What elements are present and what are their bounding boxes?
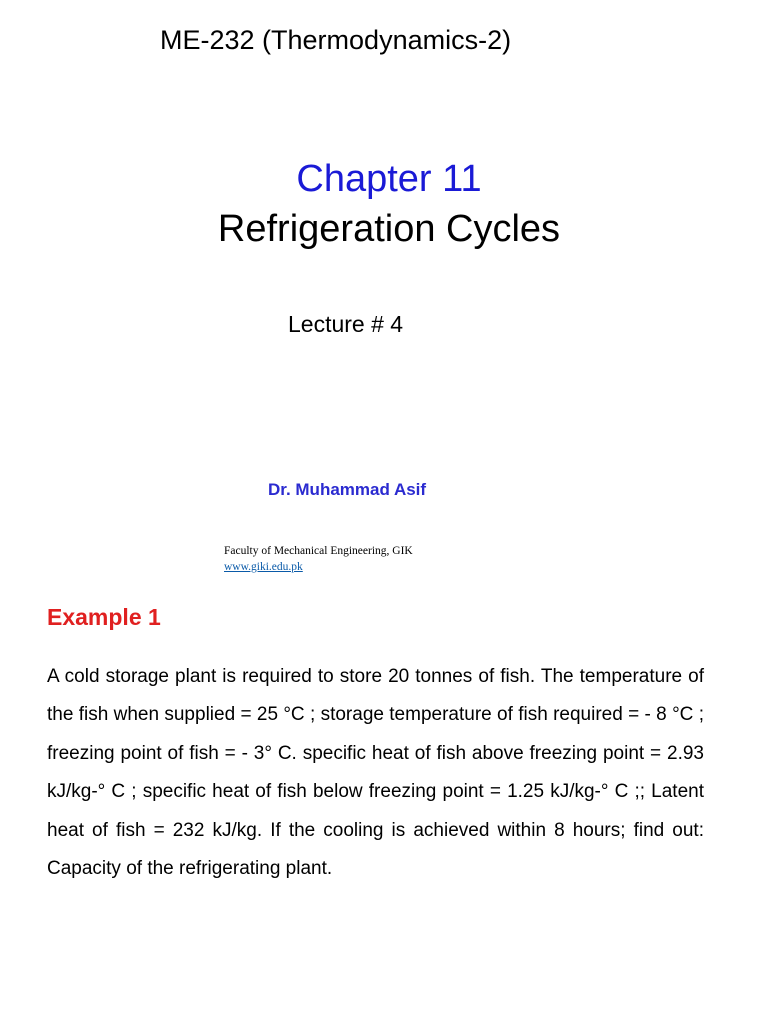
author-affiliation: Faculty of Mechanical Engineering, GIK [224, 545, 413, 557]
example-heading: Example 1 [47, 604, 161, 630]
course-title: ME-232 (Thermodynamics-2) [160, 25, 512, 55]
lecture-number: Lecture # 4 [288, 311, 404, 337]
problem-statement: A cold storage plant is required to store 20 tonnes of fish. The temperature of the fish when supplied = 25 °C ; storage temperature of fish required = - 8 °C ; freezing point of fish = - 3° C. specific heat of fish above freezing point = 2.93 kJ/kg-° C ; specific heat of fish below freezing point = 1.25 kJ/kg-° C ;; Latent heat of fish = 232 kJ/kg. If the cooling is achieved within 8 hours; find out: Capacity of the refrigerating plant. [47, 666, 704, 880]
website-link[interactable]: www.giki.edu.pk [224, 561, 303, 573]
chapter-subtitle: Refrigeration Cycles [217, 208, 561, 250]
chapter-title: Chapter 11 [296, 158, 482, 200]
author-name: Dr. Muhammad Asif [268, 480, 427, 499]
